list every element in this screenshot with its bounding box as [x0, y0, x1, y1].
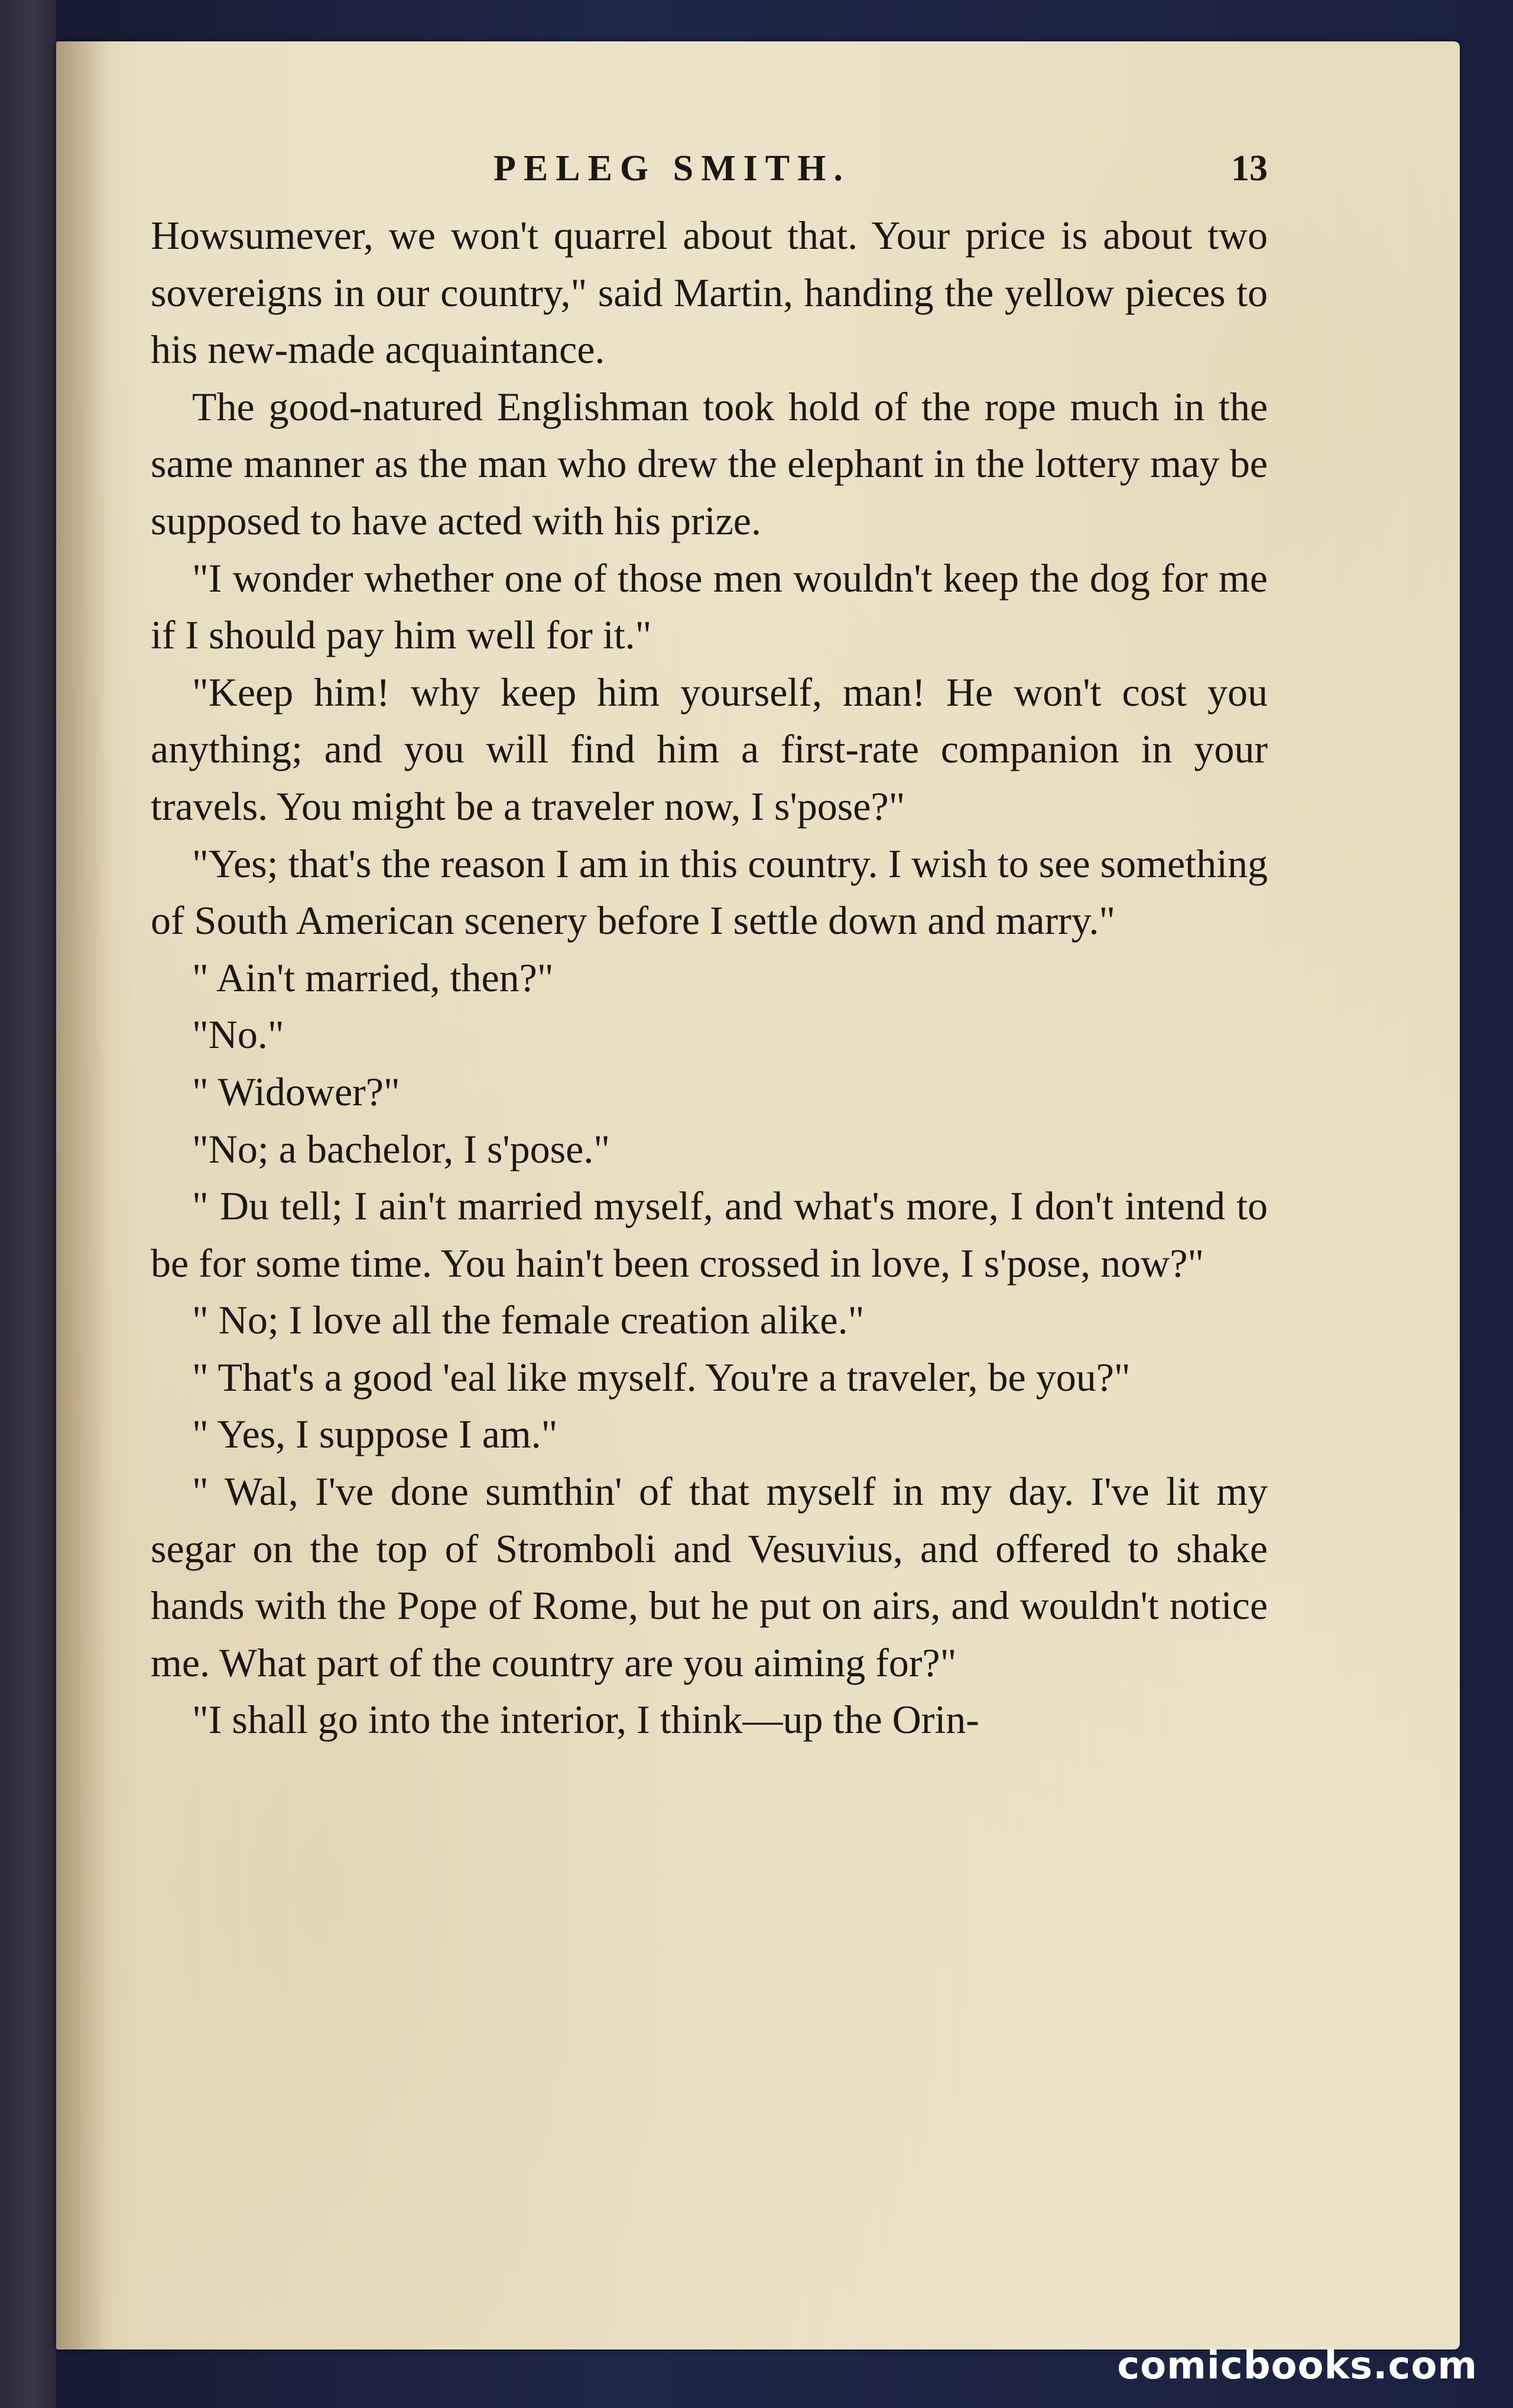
paragraph: " No; I love all the female creation alike."	[192, 1297, 865, 1343]
paragraph: " That's a good 'eal like myself. You're a traveler, be you?"	[192, 1354, 1131, 1400]
paragraph: "Yes; that's the reason I am in this country. I wish to see something of South American scenery before I settle down and marry."	[151, 840, 1268, 943]
paragraph: Howsumever, we won't quarrel about that. Your price is about two sovereigns in our country," said Martin, handing the yellow pieces to his new-made acquaintance.	[151, 213, 1268, 372]
paragraph: The good-natured Englishman took hold of the rope much in the same manner as the man who drew the elephant in the lottery may be supposed to have acted with his prize.	[151, 384, 1268, 543]
paragraph: "I wonder whether one of those men wouldn't keep the dog for me if I should pay him well for it."	[151, 555, 1268, 658]
paragraph: "No; a bachelor, I s'pose."	[192, 1126, 611, 1171]
book-spine	[0, 0, 56, 2408]
page-number: 13	[1231, 148, 1268, 189]
running-head	[151, 148, 1268, 201]
page-content	[151, 148, 1268, 1748]
paragraph: "I shall go into the interior, I think—up the Orin-	[192, 1697, 979, 1742]
paragraph: " Yes, I suppose I am."	[192, 1411, 558, 1457]
paragraph: " Du tell; I ain't married myself, and what's more, I don't intend to be for some time. You hain't been crossed in love, I s'pose, now?"	[151, 1183, 1268, 1286]
paragraph: "No."	[192, 1012, 284, 1057]
watermark: comicbooks.com	[1117, 2344, 1478, 2388]
paragraph: " Wal, I've done sumthin' of that myself in my day. I've lit my segar on the top of Stromboli and Vesuvius, and offered to shake hands with the Pope of Rome, but he put on airs, and wouldn't notice me. What part of the country are you aiming for?"	[151, 1469, 1268, 1685]
body-text	[151, 207, 1268, 1748]
paragraph: " Widower?"	[192, 1069, 400, 1114]
paragraph: " Ain't married, then?"	[192, 955, 554, 1000]
paragraph: "Keep him! why keep him yourself, man! He won't cost you anything; and you will find him a first-rate companion in your travels. You might be a traveler now, I s'pose?"	[151, 669, 1268, 829]
running-head-title: PELEG SMITH.	[493, 148, 850, 189]
